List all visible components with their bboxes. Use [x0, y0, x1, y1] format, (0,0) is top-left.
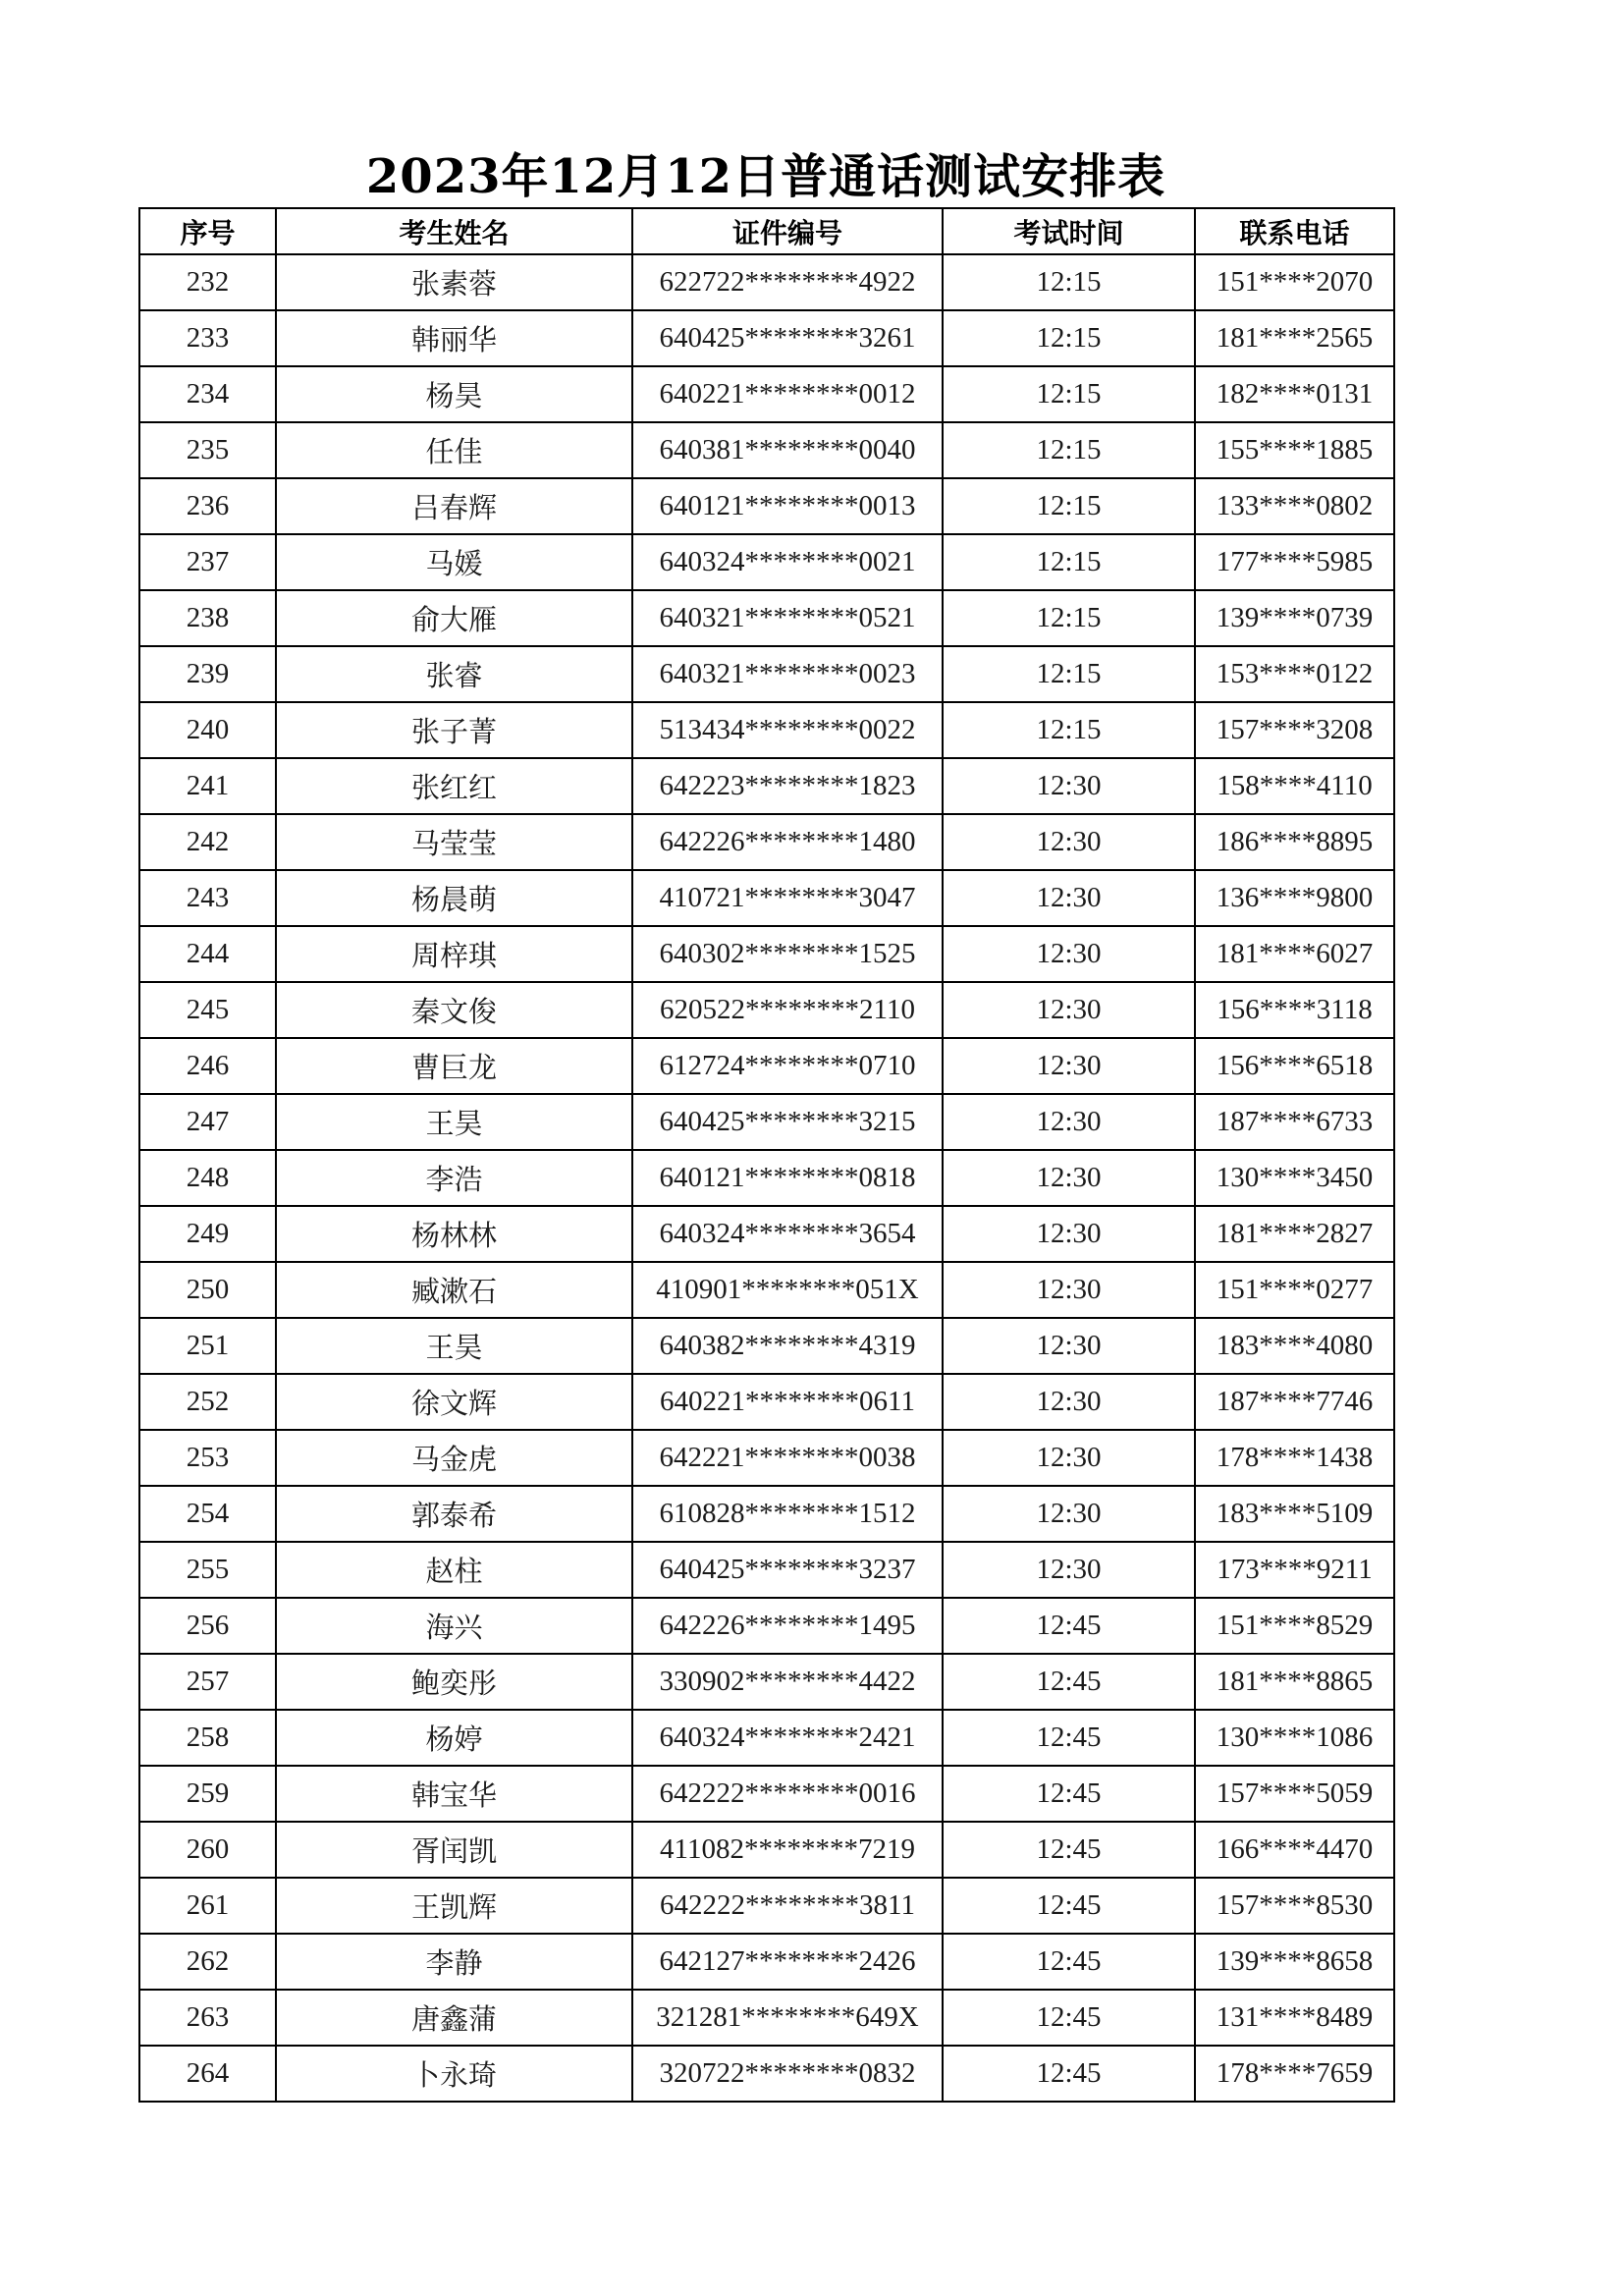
name-cell: 任佳 — [276, 422, 632, 478]
table-row — [139, 366, 1394, 422]
table-row — [139, 1878, 1394, 1934]
id-number-cell: 642222********0016 — [632, 1766, 943, 1822]
id-number-cell: 640425********3237 — [632, 1542, 943, 1598]
exam-time-cell: 12:45 — [943, 1990, 1195, 2046]
name-cell: 胥闰凯 — [276, 1822, 632, 1878]
serial-cell: 255 — [139, 1542, 276, 1598]
id-number-cell: 640425********3261 — [632, 310, 943, 366]
serial-cell: 244 — [139, 926, 276, 982]
phone-cell: 155****1885 — [1195, 422, 1394, 478]
phone-cell: 157****5059 — [1195, 1766, 1394, 1822]
id-number-cell: 640324********3654 — [632, 1206, 943, 1262]
name-cell: 王凯辉 — [276, 1878, 632, 1934]
exam-time-cell: 12:45 — [943, 1766, 1195, 1822]
table-row — [139, 1094, 1394, 1150]
exam-time-cell: 12:30 — [943, 814, 1195, 870]
name-cell: 赵柱 — [276, 1542, 632, 1598]
exam-time-cell: 12:15 — [943, 590, 1195, 646]
id-number-cell: 612724********0710 — [632, 1038, 943, 1094]
phone-cell: 178****1438 — [1195, 1430, 1394, 1486]
serial-cell: 232 — [139, 254, 276, 310]
name-cell: 李静 — [276, 1934, 632, 1990]
exam-time-cell: 12:30 — [943, 1542, 1195, 1598]
phone-cell: 157****3208 — [1195, 702, 1394, 758]
exam-time-cell: 12:30 — [943, 1206, 1195, 1262]
name-cell: 马金虎 — [276, 1430, 632, 1486]
table-row — [139, 1598, 1394, 1654]
exam-time-cell: 12:45 — [943, 2046, 1195, 2102]
serial-cell: 246 — [139, 1038, 276, 1094]
header-phone: 联系电话 — [1195, 208, 1394, 254]
exam-time-cell: 12:30 — [943, 758, 1195, 814]
id-number-cell: 640324********2421 — [632, 1710, 943, 1766]
name-cell: 杨林林 — [276, 1206, 632, 1262]
exam-time-cell: 12:30 — [943, 1374, 1195, 1430]
phone-cell: 173****9211 — [1195, 1542, 1394, 1598]
id-number-cell: 642222********3811 — [632, 1878, 943, 1934]
name-cell: 卜永琦 — [276, 2046, 632, 2102]
phone-cell: 178****7659 — [1195, 2046, 1394, 2102]
name-cell: 张子菁 — [276, 702, 632, 758]
exam-time-cell: 12:45 — [943, 1654, 1195, 1710]
table-body — [139, 254, 1394, 2102]
id-number-cell: 642226********1480 — [632, 814, 943, 870]
table-row — [139, 1374, 1394, 1430]
serial-cell: 263 — [139, 1990, 276, 2046]
exam-time-cell: 12:15 — [943, 478, 1195, 534]
serial-cell: 262 — [139, 1934, 276, 1990]
serial-cell: 240 — [139, 702, 276, 758]
table-row — [139, 1430, 1394, 1486]
exam-time-cell: 12:15 — [943, 310, 1195, 366]
exam-time-cell: 12:30 — [943, 982, 1195, 1038]
id-number-cell: 640121********0818 — [632, 1150, 943, 1206]
name-cell: 鲍奕彤 — [276, 1654, 632, 1710]
name-cell: 张红红 — [276, 758, 632, 814]
serial-cell: 251 — [139, 1318, 276, 1374]
id-number-cell: 640221********0611 — [632, 1374, 943, 1430]
name-cell: 张素蓉 — [276, 254, 632, 310]
table-row — [139, 1934, 1394, 1990]
page-title: 2023年12月12日普通话测试安排表 — [365, 149, 1166, 204]
serial-cell: 254 — [139, 1486, 276, 1542]
table-row — [139, 534, 1394, 590]
table-row — [139, 1038, 1394, 1094]
phone-cell: 151****2070 — [1195, 254, 1394, 310]
id-number-cell: 642221********0038 — [632, 1430, 943, 1486]
table-row — [139, 646, 1394, 702]
phone-cell: 186****8895 — [1195, 814, 1394, 870]
serial-cell: 258 — [139, 1710, 276, 1766]
exam-time-cell: 12:30 — [943, 1038, 1195, 1094]
phone-cell: 181****2827 — [1195, 1206, 1394, 1262]
exam-time-cell: 12:30 — [943, 1262, 1195, 1318]
serial-cell: 250 — [139, 1262, 276, 1318]
table-row — [139, 422, 1394, 478]
table-header-row — [139, 208, 1394, 254]
phone-cell: 181****6027 — [1195, 926, 1394, 982]
id-number-cell: 640321********0521 — [632, 590, 943, 646]
table-row — [139, 870, 1394, 926]
exam-time-cell: 12:15 — [943, 646, 1195, 702]
serial-cell: 249 — [139, 1206, 276, 1262]
exam-time-cell: 12:30 — [943, 926, 1195, 982]
serial-cell: 239 — [139, 646, 276, 702]
table-row — [139, 926, 1394, 982]
phone-cell: 181****2565 — [1195, 310, 1394, 366]
serial-cell: 245 — [139, 982, 276, 1038]
header-id-number: 证件编号 — [632, 208, 943, 254]
table-row — [139, 254, 1394, 310]
name-cell: 王昊 — [276, 1318, 632, 1374]
exam-time-cell: 12:45 — [943, 1878, 1195, 1934]
serial-cell: 264 — [139, 2046, 276, 2102]
phone-cell: 183****4080 — [1195, 1318, 1394, 1374]
table-row — [139, 702, 1394, 758]
name-cell: 马媛 — [276, 534, 632, 590]
id-number-cell: 610828********1512 — [632, 1486, 943, 1542]
name-cell: 韩宝华 — [276, 1766, 632, 1822]
phone-cell: 151****0277 — [1195, 1262, 1394, 1318]
table-row — [139, 590, 1394, 646]
phone-cell: 130****3450 — [1195, 1150, 1394, 1206]
exam-time-cell: 12:45 — [943, 1598, 1195, 1654]
id-number-cell: 642226********1495 — [632, 1598, 943, 1654]
exam-time-cell: 12:30 — [943, 870, 1195, 926]
exam-time-cell: 12:45 — [943, 1934, 1195, 1990]
table-row — [139, 758, 1394, 814]
exam-time-cell: 12:15 — [943, 422, 1195, 478]
table-row — [139, 982, 1394, 1038]
id-number-cell: 620522********2110 — [632, 982, 943, 1038]
phone-cell: 156****3118 — [1195, 982, 1394, 1038]
id-number-cell: 622722********4922 — [632, 254, 943, 310]
id-number-cell: 320722********0832 — [632, 2046, 943, 2102]
serial-cell: 233 — [139, 310, 276, 366]
name-cell: 周梓琪 — [276, 926, 632, 982]
serial-cell: 259 — [139, 1766, 276, 1822]
table-row — [139, 1766, 1394, 1822]
id-number-cell: 410901********051X — [632, 1262, 943, 1318]
name-cell: 马莹莹 — [276, 814, 632, 870]
phone-cell: 139****0739 — [1195, 590, 1394, 646]
table-row — [139, 1990, 1394, 2046]
table-row — [139, 1150, 1394, 1206]
table-row — [139, 1486, 1394, 1542]
name-cell: 杨晨萌 — [276, 870, 632, 926]
serial-cell: 236 — [139, 478, 276, 534]
table-row — [139, 814, 1394, 870]
table-row — [139, 478, 1394, 534]
id-number-cell: 642127********2426 — [632, 1934, 943, 1990]
name-cell: 韩丽华 — [276, 310, 632, 366]
table-row — [139, 310, 1394, 366]
exam-time-cell: 12:15 — [943, 366, 1195, 422]
serial-cell: 256 — [139, 1598, 276, 1654]
id-number-cell: 513434********0022 — [632, 702, 943, 758]
phone-cell: 136****9800 — [1195, 870, 1394, 926]
name-cell: 秦文俊 — [276, 982, 632, 1038]
phone-cell: 153****0122 — [1195, 646, 1394, 702]
id-number-cell: 640121********0013 — [632, 478, 943, 534]
serial-cell: 243 — [139, 870, 276, 926]
phone-cell: 133****0802 — [1195, 478, 1394, 534]
name-cell: 臧漱石 — [276, 1262, 632, 1318]
name-cell: 张睿 — [276, 646, 632, 702]
phone-cell: 157****8530 — [1195, 1878, 1394, 1934]
exam-time-cell: 12:15 — [943, 254, 1195, 310]
serial-cell: 242 — [139, 814, 276, 870]
serial-cell: 234 — [139, 366, 276, 422]
header-serial-number: 序号 — [139, 208, 276, 254]
exam-time-cell: 12:30 — [943, 1430, 1195, 1486]
exam-time-cell: 12:45 — [943, 1710, 1195, 1766]
phone-cell: 166****4470 — [1195, 1822, 1394, 1878]
serial-cell: 241 — [139, 758, 276, 814]
id-number-cell: 410721********3047 — [632, 870, 943, 926]
id-number-cell: 640324********0021 — [632, 534, 943, 590]
phone-cell: 181****8865 — [1195, 1654, 1394, 1710]
table-row — [139, 1822, 1394, 1878]
serial-cell: 235 — [139, 422, 276, 478]
phone-cell: 151****8529 — [1195, 1598, 1394, 1654]
serial-cell: 238 — [139, 590, 276, 646]
phone-cell: 183****5109 — [1195, 1486, 1394, 1542]
name-cell: 俞大雁 — [276, 590, 632, 646]
id-number-cell: 640321********0023 — [632, 646, 943, 702]
table-row — [139, 2046, 1394, 2102]
name-cell: 曹巨龙 — [276, 1038, 632, 1094]
exam-time-cell: 12:15 — [943, 534, 1195, 590]
phone-cell: 156****6518 — [1195, 1038, 1394, 1094]
phone-cell: 187****7746 — [1195, 1374, 1394, 1430]
id-number-cell: 640382********4319 — [632, 1318, 943, 1374]
phone-cell: 158****4110 — [1195, 758, 1394, 814]
table-row — [139, 1710, 1394, 1766]
phone-cell: 182****0131 — [1195, 366, 1394, 422]
schedule-table — [138, 207, 1395, 2103]
table-row — [139, 1262, 1394, 1318]
exam-time-cell: 12:30 — [943, 1094, 1195, 1150]
exam-time-cell: 12:30 — [943, 1318, 1195, 1374]
serial-cell: 260 — [139, 1822, 276, 1878]
id-number-cell: 640302********1525 — [632, 926, 943, 982]
serial-cell: 257 — [139, 1654, 276, 1710]
name-cell: 郭泰希 — [276, 1486, 632, 1542]
name-cell: 王昊 — [276, 1094, 632, 1150]
name-cell: 杨昊 — [276, 366, 632, 422]
table-row — [139, 1206, 1394, 1262]
phone-cell: 139****8658 — [1195, 1934, 1394, 1990]
exam-time-cell: 12:45 — [943, 1822, 1195, 1878]
name-cell: 吕春辉 — [276, 478, 632, 534]
header-candidate-name: 考生姓名 — [276, 208, 632, 254]
phone-cell: 131****8489 — [1195, 1990, 1394, 2046]
exam-time-cell: 12:15 — [943, 702, 1195, 758]
name-cell: 李浩 — [276, 1150, 632, 1206]
id-number-cell: 640221********0012 — [632, 366, 943, 422]
table-row — [139, 1542, 1394, 1598]
id-number-cell: 640425********3215 — [632, 1094, 943, 1150]
serial-cell: 261 — [139, 1878, 276, 1934]
phone-cell: 187****6733 — [1195, 1094, 1394, 1150]
header-exam-time: 考试时间 — [943, 208, 1195, 254]
name-cell: 海兴 — [276, 1598, 632, 1654]
serial-cell: 237 — [139, 534, 276, 590]
table-row — [139, 1654, 1394, 1710]
name-cell: 唐鑫蒲 — [276, 1990, 632, 2046]
exam-time-cell: 12:30 — [943, 1486, 1195, 1542]
serial-cell: 253 — [139, 1430, 276, 1486]
serial-cell: 248 — [139, 1150, 276, 1206]
id-number-cell: 330902********4422 — [632, 1654, 943, 1710]
id-number-cell: 640381********0040 — [632, 422, 943, 478]
id-number-cell: 321281********649X — [632, 1990, 943, 2046]
serial-cell: 252 — [139, 1374, 276, 1430]
table-row — [139, 1318, 1394, 1374]
id-number-cell: 642223********1823 — [632, 758, 943, 814]
name-cell: 徐文辉 — [276, 1374, 632, 1430]
phone-cell: 177****5985 — [1195, 534, 1394, 590]
phone-cell: 130****1086 — [1195, 1710, 1394, 1766]
id-number-cell: 411082********7219 — [632, 1822, 943, 1878]
serial-cell: 247 — [139, 1094, 276, 1150]
exam-time-cell: 12:30 — [943, 1150, 1195, 1206]
name-cell: 杨婷 — [276, 1710, 632, 1766]
